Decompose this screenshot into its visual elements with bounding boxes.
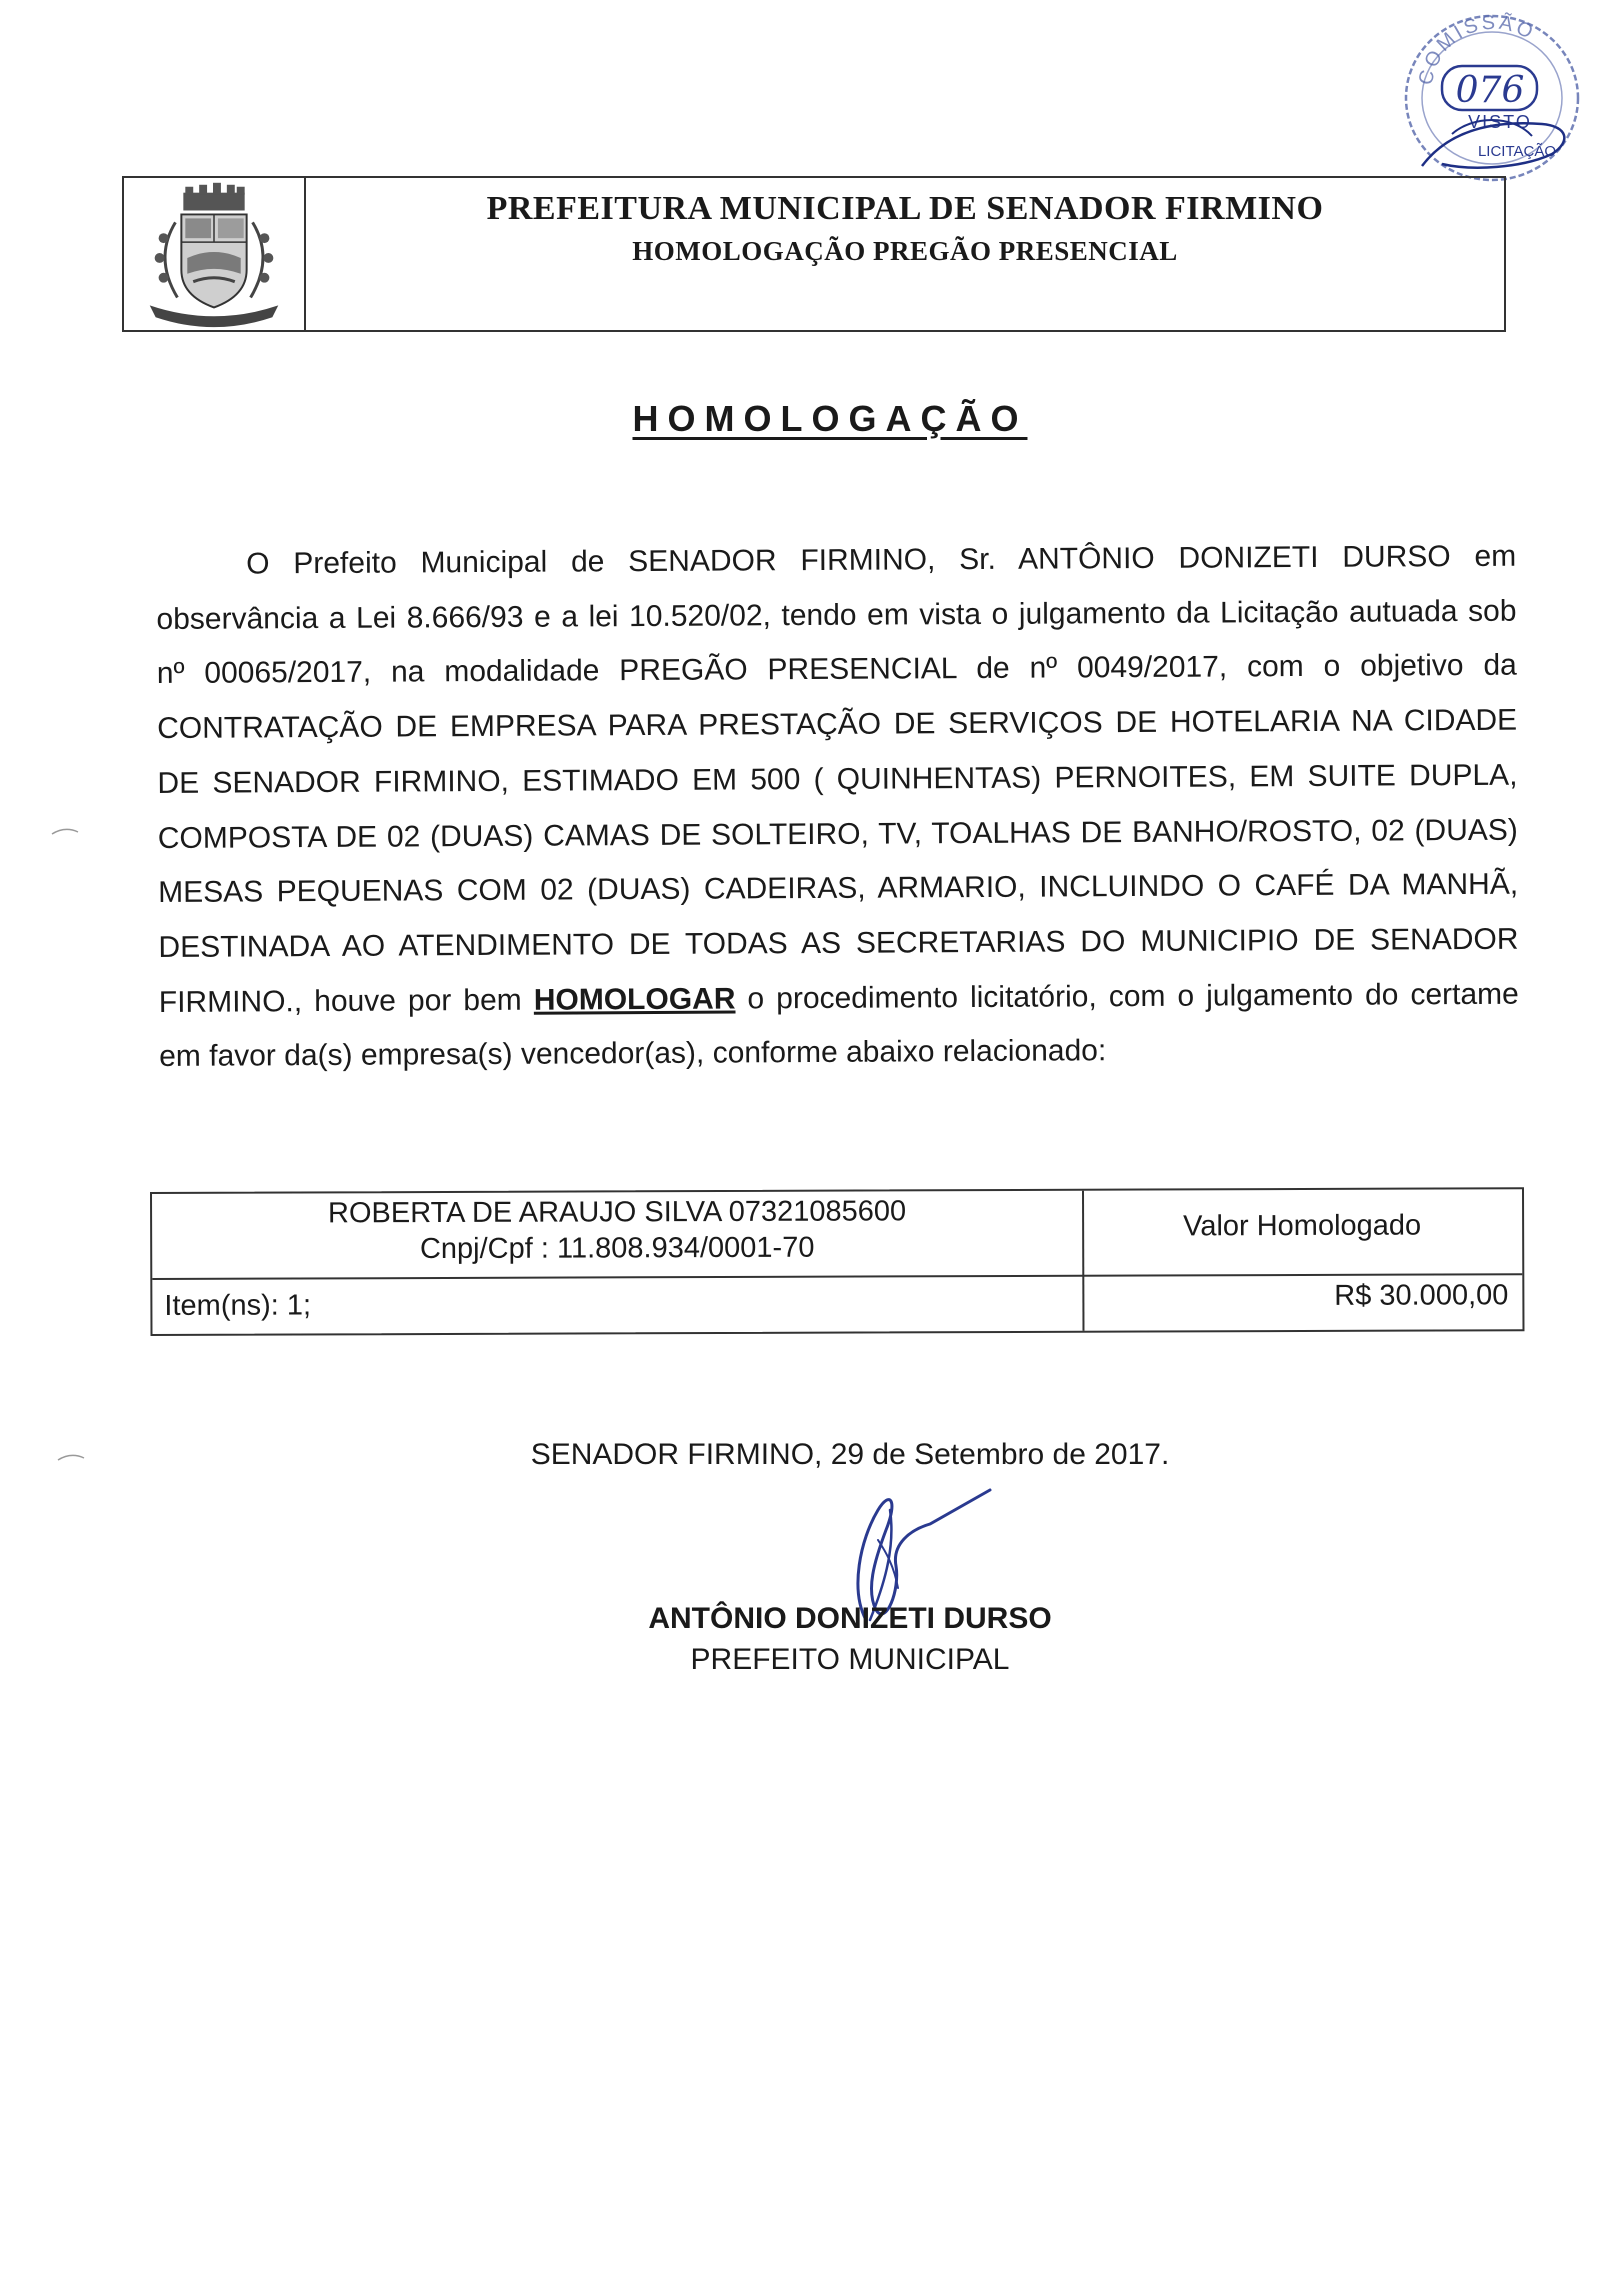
paragraph-part-2: o procedimento licitatório, com o julgamento do certame em favor da(s) empresa(s) vencedor(as), conforme abaixo relacionado: (159, 977, 1519, 1074)
crest-cell (124, 178, 306, 330)
company-document: Cnpj/Cpf : 11.808.934/0001-70 (419, 1231, 815, 1266)
scan-speck (56, 1452, 86, 1462)
stamp-arc-text: COMISSÃO (1414, 11, 1539, 88)
paragraph-part-1: O Prefeito Municipal de SENADOR FIRMINO, Sr. ANTÔNIO DONIZETI DURSO em observância a Lei 8.666/93 e a lei 10.520/02, tendo em vista o julgamento da Licitação autuada sob nº 00065/2017, na modalidade PREGÃO PRESENCIAL de nº 0049/2017, com o objetivo da CONTRATAÇÃO DE EMPRESA PARA PRESTAÇÃO DE SERVIÇOS DE HOTELARIA NA CIDADE DE SENADOR FIRMINO, ESTIMADO EM 500 ( QUINHENTAS) PERNOITES, EM SUITE DUPLA, COMPOSTA DE 02 (DUAS) CAMAS DE SOLTEIRO, TV, TOALHAS DE BANHO/ROSTO, 02 (DUAS) MESAS PEQUENAS COM 02 (DUAS) CADEIRAS, ARMARIO, INCLUINDO O CAFÉ DA MANHÃ, DESTINADA AO ATENDIMENTO DE TODAS AS SECRETARIAS DO MUNICIPIO DE SENADOR FIRMINO., houve por bem (156, 539, 1519, 1019)
homologation-paragraph (156, 530, 1519, 1085)
municipal-crest-icon (124, 178, 304, 330)
stamp-visto: VISTO (1468, 112, 1532, 132)
table-divider-horizontal (152, 1273, 1522, 1280)
stamp-licitacao: LICITAÇÃO (1477, 143, 1557, 160)
homologar-emphasis: HOMOLOGAR (533, 982, 736, 1017)
commission-stamp (1392, 6, 1592, 194)
doc-subtitle: HOMOLOGAÇÃO PREGÃO PRESENCIAL (632, 236, 1178, 266)
scan-speck (50, 826, 80, 836)
place-date: SENADOR FIRMINO, 29 de Setembro de 2017. (530, 1438, 1170, 1471)
page-title: HOMOLOGAÇÃO (632, 398, 1028, 439)
signer-name: ANTÔNIO DONIZETI DURSO (648, 1602, 1052, 1635)
homologated-value: R$ 30.000,00 (1334, 1279, 1509, 1312)
company-name: ROBERTA DE ARAUJO SILVA 07321085600 (327, 1195, 907, 1230)
header-text-cell (306, 178, 1504, 330)
value-header: Valor Homologado (1183, 1209, 1422, 1243)
document-header (122, 176, 1506, 332)
stamp-graphic (1392, 6, 1592, 194)
stamp-number: 076 (1455, 70, 1525, 111)
winner-table (150, 1187, 1524, 1336)
items-cell: Item(ns): 1; (164, 1289, 312, 1322)
signer-role: PREFEITO MUNICIPAL (690, 1643, 1010, 1676)
org-title: PREFEITURA MUNICIPAL DE SENADOR FIRMINO (486, 190, 1324, 227)
